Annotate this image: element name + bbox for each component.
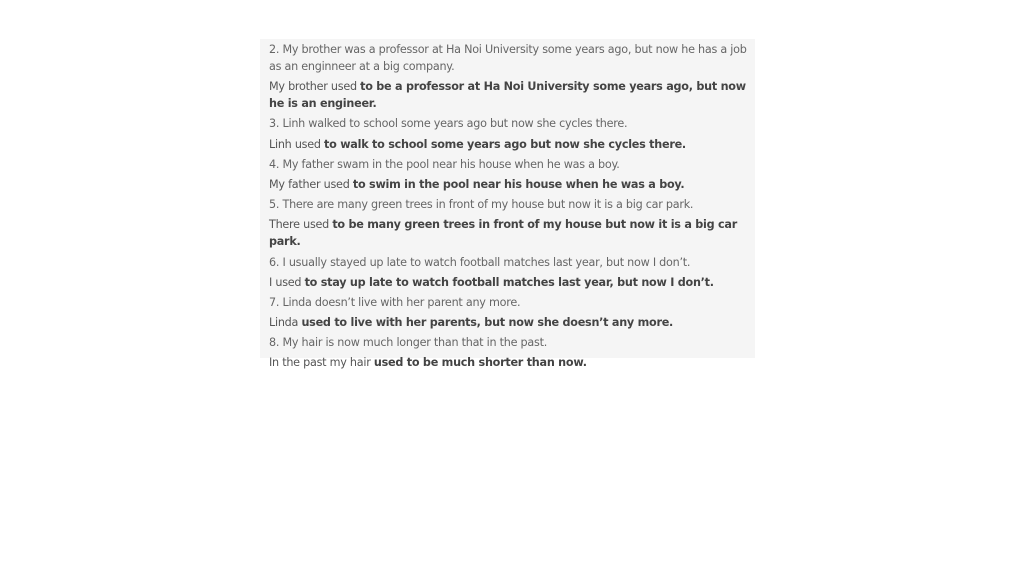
answer-prefix: My brother used — [269, 80, 361, 94]
exercise-panel — [260, 39, 755, 370]
answer-3 — [269, 136, 749, 153]
answer-prefix: Linda — [269, 316, 302, 330]
question-2: 2. My brother was a professor at Ha Noi University some years ago, but now he has a job as an enginneer at a big company. — [269, 43, 747, 73]
answer-text: to stay up late to watch football matches last year, but now I don’t. — [304, 275, 714, 289]
answer-prefix: In the past my hair — [269, 356, 374, 370]
question-7: 7. Linda doesn’t live with her parent any more. — [269, 295, 521, 309]
answer-prefix: There used — [269, 218, 333, 232]
question-8: 8. My hair is now much longer than that in the past. — [269, 336, 548, 350]
question-3: 3. Linh walked to school some years ago but now she cycles there. — [269, 117, 628, 131]
answer-7 — [269, 314, 749, 331]
answer-text: to walk to school some years ago but now she cycles there. — [324, 137, 686, 151]
answer-text: used to be much shorter than now. — [373, 356, 587, 370]
answer-2 — [269, 78, 749, 112]
answer-4 — [269, 176, 749, 193]
answer-text: to be a professor at Ha Noi University some years ago, but now he is an engineer. — [269, 80, 746, 111]
answer-text: to be many green trees in front of my house but now it is a big car park. — [269, 218, 737, 249]
answer-prefix: I used — [269, 275, 305, 289]
answer-8 — [269, 354, 749, 371]
question-4: 4. My father swam in the pool near his house when he was a boy. — [269, 157, 620, 171]
answer-6 — [269, 274, 749, 291]
answer-text: used to live with her parents, but now she doesn’t any more. — [301, 316, 674, 330]
question-6: 6. I usually stayed up late to watch football matches last year, but now I don’t. — [269, 255, 691, 269]
answer-prefix: My father used — [269, 177, 353, 191]
question-5: 5. There are many green trees in front of my house but now it is a big car park. — [269, 198, 694, 212]
answer-text: to swim in the pool near his house when he was a boy. — [352, 177, 685, 191]
answer-5 — [269, 216, 749, 250]
answer-prefix: Linh used — [269, 137, 325, 151]
